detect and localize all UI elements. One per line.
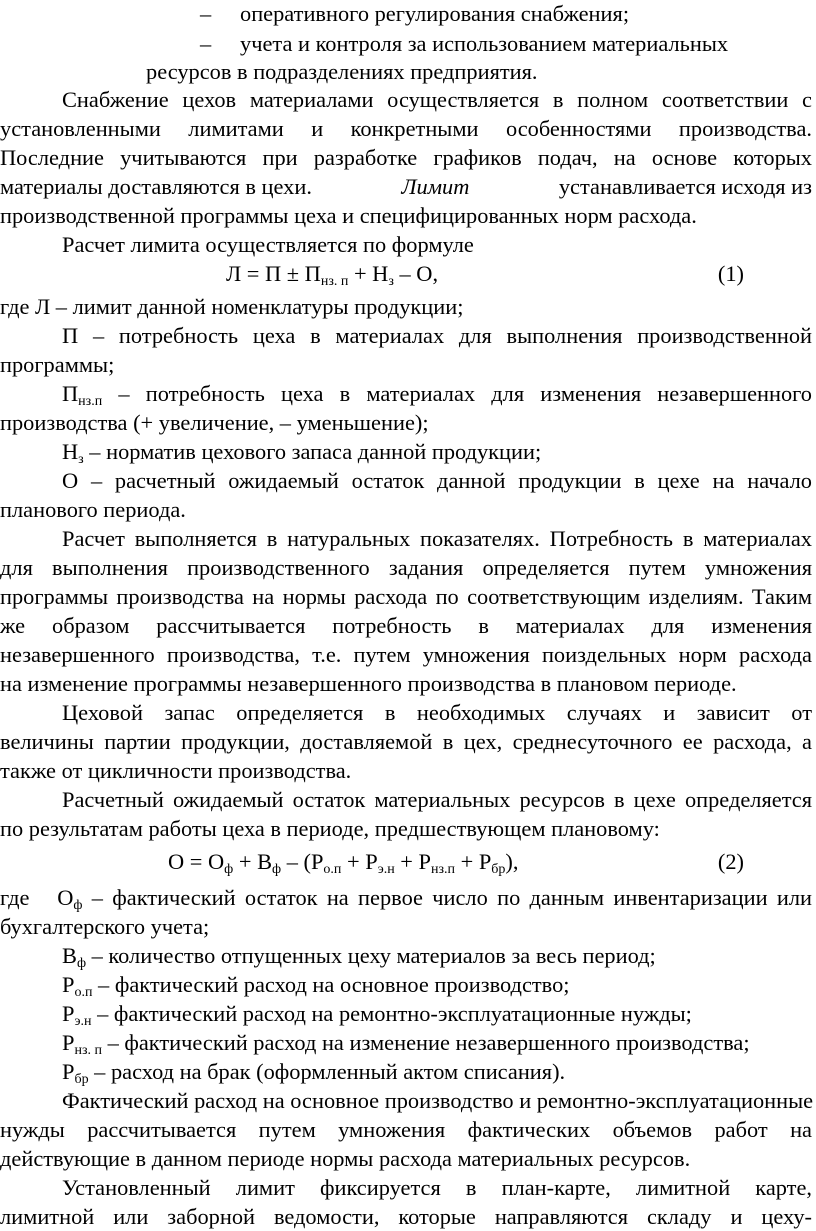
paragraph-line: Снабжение цехов материалами осуществляется в полном соответствии с [62, 87, 812, 112]
paragraph-line: незавершенного производства, т.е. путем умножения поиздельных норм расхода [0, 642, 812, 667]
definition-line: $Р_{э.н}$ – фактический расход на ремонтно-эксплуатационные нужды; [62, 1001, 692, 1029]
paragraph-line: величины партии продукции, доставляемой в цех, среднесуточного ее расхода, а [0, 729, 812, 754]
paragraph-line [0, 173, 812, 201]
paragraph-line: нужды рассчитывается путем умножения фактических объемов работ на [0, 1117, 812, 1142]
list-dash: – [200, 31, 212, 56]
paragraph-line: производственной программы цеха и специфицированных норм расхода. [0, 203, 697, 228]
definition-line: производства (+ увеличение, – уменьшение); [0, 410, 429, 435]
definition-line: П – потребность цеха в материалах для выполнения производственной [62, 323, 812, 348]
definition-line: $Н_з$ – норматив цехового запаса данной продукции; [62, 439, 542, 467]
definition-line: планового периода. [0, 497, 186, 522]
paragraph-line: также от цикличности производства. [0, 758, 352, 783]
text-span: устанавливается исходя из [558, 174, 812, 199]
definition-line: $Р_{о.п}$ – фактический расход на основное производство; [62, 972, 570, 1000]
list-dash: – [200, 1, 212, 26]
formula-number: (1) [717, 261, 744, 286]
definition-line: где Л – лимит данной номенклатуры продукции; [0, 294, 464, 319]
list-text-cont: ресурсов в подразделениях предприятия. [146, 59, 538, 84]
paragraph-line: установленными лимитами и конкретными особенностями производства. [0, 116, 812, 141]
definition-line: $Р_{бр}$ – расход на брак (оформленный актом списания). [62, 1059, 566, 1087]
list-text: оперативного регулирования снабжения; [240, 1, 630, 26]
definition-line: $Р_{нз. п}$ – фактический расход на изменение незавершенного производства; [62, 1030, 750, 1058]
paragraph-line: Цеховой запас определяется в необходимых случаях и зависит от [62, 700, 812, 725]
text-span: материалы доставляются в цехи. [0, 174, 312, 199]
paragraph-line: Расчетный ожидаемый остаток материальных ресурсов в цехе определяется [62, 787, 812, 812]
definition-line: программы; [0, 352, 115, 377]
paragraph-line: по результатам работы цеха в периоде, предшествующем плановому: [0, 816, 660, 841]
paragraph-line: Фактический расход на основное производство и ремонтно-эксплуатационные [62, 1088, 814, 1113]
paragraph-line: Последние учитываются при разработке графиков подач, на основе которых [0, 145, 812, 170]
paragraph-line: на изменение программы незавершенного производства в плановом периоде. [0, 671, 737, 696]
list-text-line: учета и контроля за использованием материальных [240, 31, 729, 56]
formula-expression: $Л = П \pm П_{нз. п} + Н_з - О$, [226, 261, 439, 289]
definition-line: где $О_ф$ – фактический остаток на первое число по данным инвентаризации или [0, 885, 812, 913]
definition-line: $В_ф$ – количество отпущенных цеху материалов за весь период; [62, 943, 656, 971]
definition-line: $П_{нз.п}$ – потребность цеха в материалах для изменения незавершенного [62, 381, 812, 409]
paragraph-line: для выполнения производственного задания определяется путем умножения [0, 555, 812, 580]
paragraph-line: действующие в данном периоде нормы расхода материальных ресурсов. [0, 1146, 691, 1171]
definition-line: бухгалтерского учета; [0, 914, 210, 939]
paragraph-line: Установленный лимит фиксируется в план-карте, лимитной карте, [62, 1175, 812, 1200]
definition-line: О – расчетный ожидаемый остаток данной продукции в цехе на начало [62, 468, 812, 493]
paragraph-line: Расчет выполняется в натуральных показателях. Потребность в материалах [62, 526, 812, 551]
paragraph-line: Расчет лимита осуществляется по формуле [62, 232, 474, 257]
formula-number: (2) [717, 849, 744, 874]
list-text [240, 30, 812, 58]
formula-expression: $О = О_ф + В_ф - (Р_{о.п} + Р_{э.н} + Р_{нз.п} + Р_{бр})$, [168, 849, 519, 877]
italic-term: Лимит [401, 174, 470, 199]
paragraph-line: же образом рассчитывается потребность в материалах для изменения [0, 613, 812, 638]
paragraph-line: лимитной или заборной ведомости, которые направляются складу и цеху- [0, 1204, 812, 1229]
paragraph-line: программы производства на нормы расхода по соответствующим изделиям. Таким [0, 584, 812, 609]
